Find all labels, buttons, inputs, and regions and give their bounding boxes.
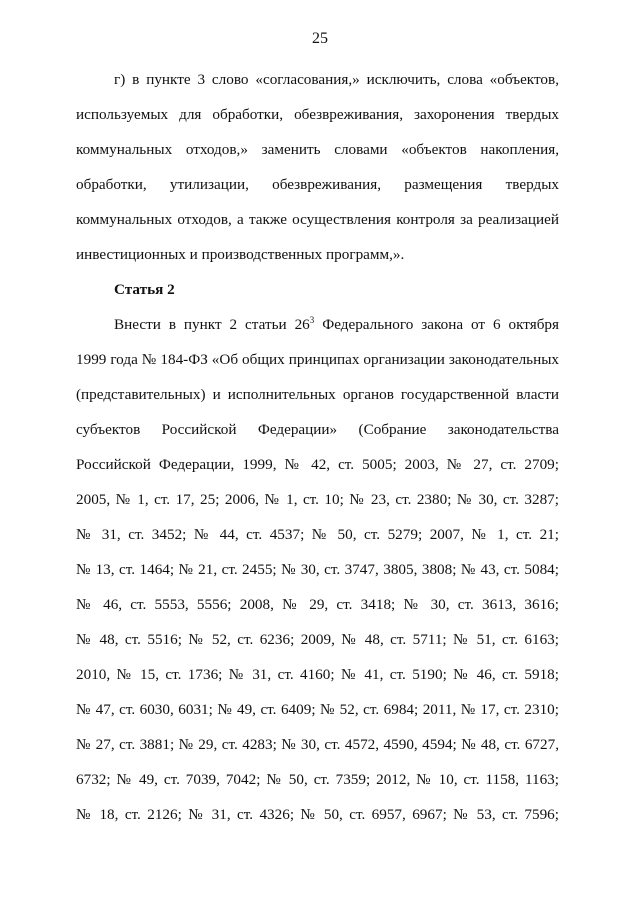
text-line: 6732; № 49, ст. 7039, 7042; № 50, ст. 7359; 2012, № 10, ст. 1158, 1163;: [76, 771, 559, 788]
text-line: 2005, № 1, ст. 17, 25; 2006, № 1, ст. 10; № 23, ст. 2380; № 30, ст. 3287;: [76, 491, 559, 508]
text-line: используемых для обработки, обезвреживания, захоронения твердых: [76, 106, 559, 123]
text-line: коммунальных отходов, а также осуществления контроля за реализацией: [76, 211, 559, 228]
text-line: 1999 года № 184-ФЗ «Об общих принципах организации законодательных: [76, 351, 559, 368]
text-line: инвестиционных и производственных программ,».: [76, 246, 405, 263]
text-line: № 47, ст. 6030, 6031; № 49, ст. 6409; № 52, ст. 6984; 2011, № 17, ст. 2310;: [76, 701, 559, 718]
text-segment: Внести в пункт 2 статьи 26: [114, 316, 310, 333]
text-line: № 13, ст. 1464; № 21, ст. 2455; № 30, ст. 3747, 3805, 3808; № 43, ст. 5084;: [76, 561, 559, 578]
text-line: № 18, ст. 2126; № 31, ст. 4326; № 50, ст. 6957, 6967; № 53, ст. 7596;: [76, 806, 559, 823]
text-line: № 46, ст. 5553, 5556; 2008, № 29, ст. 3418; № 30, ст. 3613, 3616;: [76, 596, 559, 613]
text-line: № 31, ст. 3452; № 44, ст. 4537; № 50, ст. 5279; 2007, № 1, ст. 21;: [76, 526, 559, 543]
article-heading: Статья 2: [114, 281, 175, 298]
text-line: г) в пункте 3 слово «согласования,» исключить, слова «объектов,: [114, 71, 559, 88]
text-line: № 27, ст. 3881; № 29, ст. 4283; № 30, ст. 4572, 4590, 4594; № 48, ст. 6727,: [76, 736, 559, 753]
text-line: субъектов Российской Федерации» (Собрание законодательства: [76, 421, 559, 438]
text-line: [114, 315, 559, 335]
text-line: № 48, ст. 5516; № 52, ст. 6236; 2009, № 48, ст. 5711; № 51, ст. 6163;: [76, 631, 559, 648]
text-line: 2010, № 15, ст. 1736; № 31, ст. 4160; № 41, ст. 5190; № 46, ст. 5918;: [76, 666, 559, 683]
text-segment: Федерального закона от 6 октября: [314, 316, 559, 333]
superscript: 3: [309, 315, 315, 325]
text-line: Российской Федерации, 1999, № 42, ст. 5005; 2003, № 27, ст. 2709;: [76, 456, 559, 473]
text-line: обработки, утилизации, обезвреживания, размещения твердых: [76, 176, 559, 193]
text-line: (представительных) и исполнительных органов государственной власти: [76, 386, 559, 403]
page-number: 25: [312, 30, 328, 47]
text-line: коммунальных отходов,» заменить словами «объектов накопления,: [76, 141, 559, 158]
